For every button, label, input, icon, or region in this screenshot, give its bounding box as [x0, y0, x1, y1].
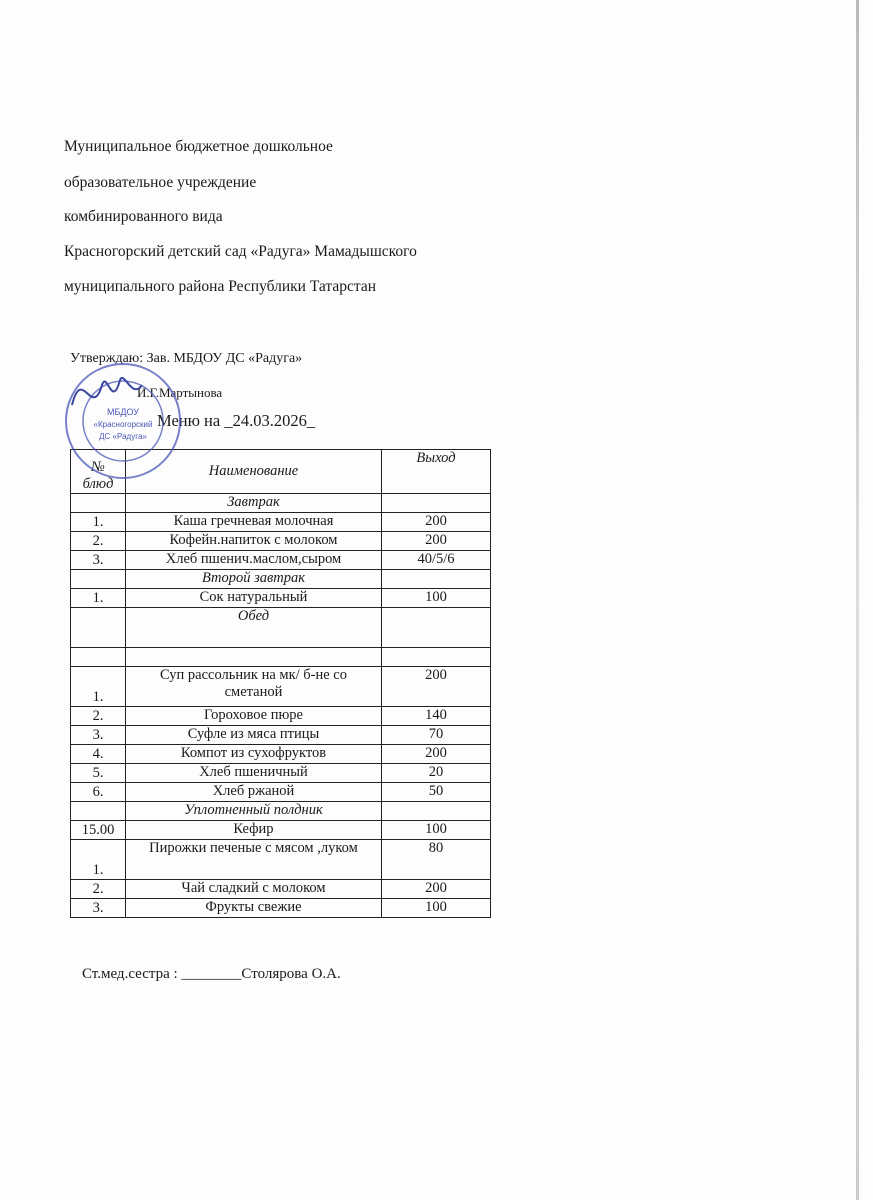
dish-number: 5.	[71, 764, 126, 783]
approval-line: Утверждаю: Зав. МБДОУ ДС «Радуга»	[70, 351, 303, 366]
dish-name: Суп рассольник на мк/ б-не со сметаной	[126, 667, 382, 707]
section-row	[71, 494, 491, 513]
empty-cell	[71, 570, 126, 589]
dish-name: Компот из сухофруктов	[126, 745, 382, 764]
section-name: Завтрак	[126, 494, 382, 513]
dish-number: 3.	[71, 899, 126, 918]
nurse-name: Столярова О.А.	[241, 966, 341, 982]
header-name: Наименование	[126, 450, 382, 494]
dish-output: 200	[382, 667, 491, 707]
menu-title: Меню на _24.03.2026_	[157, 411, 316, 430]
dish-name: Кофейн.напиток с молоком	[126, 532, 382, 551]
dish-output: 200	[382, 532, 491, 551]
section-row	[71, 802, 491, 821]
dish-output: 100	[382, 821, 491, 840]
dish-output: 140	[382, 707, 491, 726]
dish-number: 1.	[71, 589, 126, 608]
table-row	[71, 707, 491, 726]
menu-table	[70, 449, 491, 918]
dish-name: Хлеб пшенич.маслом,сыром	[126, 551, 382, 570]
dish-number	[71, 648, 126, 667]
dish-output	[382, 648, 491, 667]
dish-name: Хлеб ржаной	[126, 783, 382, 802]
table-row	[71, 667, 491, 707]
dish-output: 70	[382, 726, 491, 745]
table-row	[71, 745, 491, 764]
section-name: Обед	[126, 608, 382, 648]
org-line-2: образовательное учреждение	[64, 174, 257, 191]
dish-name: Гороховое пюре	[126, 707, 382, 726]
header-number: № блюд	[71, 450, 126, 494]
stamp-seal	[62, 360, 184, 482]
table-row	[71, 783, 491, 802]
empty-cell	[382, 802, 491, 821]
table-row	[71, 513, 491, 532]
dish-number: 6.	[71, 783, 126, 802]
dish-output: 200	[382, 880, 491, 899]
dish-name: Суфле из мяса птицы	[126, 726, 382, 745]
table-row	[71, 840, 491, 880]
dish-output: 20	[382, 764, 491, 783]
dish-output: 50	[382, 783, 491, 802]
dish-number: 3.	[71, 726, 126, 745]
footer-signature-line	[82, 966, 341, 983]
section-row	[71, 608, 491, 648]
empty-cell	[382, 494, 491, 513]
table-row	[71, 880, 491, 899]
section-row	[71, 570, 491, 589]
dish-name: Кефир	[126, 821, 382, 840]
table-row	[71, 726, 491, 745]
dish-output: 200	[382, 745, 491, 764]
svg-text:ДС «Радуга»: ДС «Радуга»	[99, 432, 147, 441]
dish-number: 2.	[71, 880, 126, 899]
org-line-4: Красногорский детский сад «Радуга» Мамадышского	[64, 243, 417, 260]
dish-name: Фрукты свежие	[126, 899, 382, 918]
org-line-5: муниципального района Республики Татарстан	[64, 278, 377, 295]
empty-cell	[382, 608, 491, 648]
table-row	[71, 821, 491, 840]
dish-output: 100	[382, 589, 491, 608]
dish-output: 80	[382, 840, 491, 880]
dish-number: 15.00	[71, 821, 126, 840]
header-output: Выход	[382, 450, 491, 494]
dish-name: Сок натуральный	[126, 589, 382, 608]
table-row	[71, 551, 491, 570]
approver-name: И.Г.Мартынова	[137, 385, 223, 400]
nurse-label: Ст.мед.сестра :	[82, 966, 182, 982]
dish-number: 2.	[71, 707, 126, 726]
dish-number: 1.	[71, 840, 126, 880]
section-name: Второй завтрак	[126, 570, 382, 589]
table-row	[71, 899, 491, 918]
table-row	[71, 764, 491, 783]
dish-name	[126, 648, 382, 667]
dish-number: 1.	[71, 513, 126, 532]
dish-name: Каша гречневая молочная	[126, 513, 382, 532]
table-row	[71, 532, 491, 551]
dish-output: 100	[382, 899, 491, 918]
table-row	[71, 648, 491, 667]
section-name: Уплотненный полдник	[126, 802, 382, 821]
org-line-3: комбинированного вида	[64, 208, 223, 225]
scan-edge	[856, 0, 859, 1200]
svg-text:МБДОУ: МБДОУ	[106, 407, 140, 417]
signature-blank: ________	[181, 966, 242, 982]
dish-name: Хлеб пшеничный	[126, 764, 382, 783]
svg-text:«Красногорский: «Красногорский	[93, 420, 153, 429]
empty-cell	[71, 608, 126, 648]
table-row	[71, 589, 491, 608]
dish-number: 2.	[71, 532, 126, 551]
dish-number: 4.	[71, 745, 126, 764]
empty-cell	[71, 802, 126, 821]
dish-number: 1.	[71, 667, 126, 707]
dish-output: 200	[382, 513, 491, 532]
dish-name: Чай сладкий с молоком	[126, 880, 382, 899]
empty-cell	[382, 570, 491, 589]
dish-number: 3.	[71, 551, 126, 570]
dish-output: 40/5/6	[382, 551, 491, 570]
org-line-1: Муниципальное бюджетное дошкольное	[64, 138, 333, 155]
dish-name: Пирожки печеные с мясом ,луком	[126, 840, 382, 880]
empty-cell	[71, 494, 126, 513]
